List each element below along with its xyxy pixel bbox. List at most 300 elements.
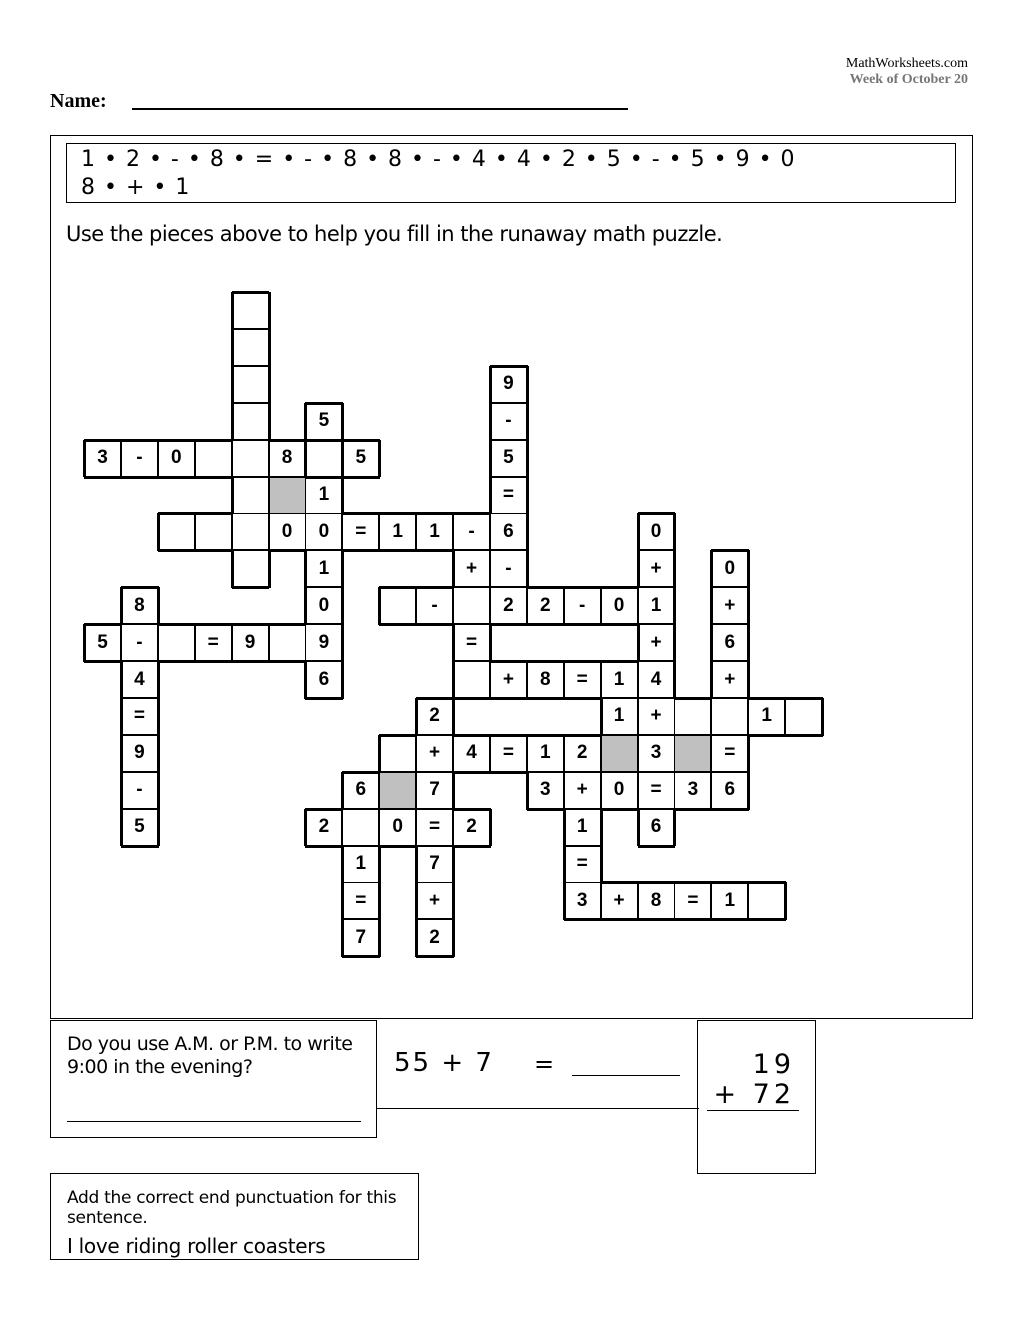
puzzle-cell-edge <box>453 734 491 737</box>
puzzle-cell-edge <box>489 403 492 441</box>
puzzle-cell-edge <box>711 808 749 811</box>
puzzle-cell-edge <box>231 366 234 404</box>
vertical-addend-top: 19 <box>752 1049 795 1080</box>
puzzle-cell: 1 <box>601 698 638 735</box>
puzzle-cell: + <box>601 882 638 919</box>
puzzle-cell: 1 <box>527 735 564 772</box>
puzzle-cell-edge <box>83 624 86 662</box>
puzzle-cell-edge <box>564 623 602 626</box>
puzzle-cell[interactable] <box>232 477 269 514</box>
instructions: Use the pieces above to help you fill in the runaway math puzzle. <box>66 222 723 246</box>
puzzle-cell-edge <box>748 881 786 884</box>
puzzle-cell-edge <box>527 623 565 626</box>
vertical-addition <box>697 1020 816 1174</box>
puzzle-cell: 5 <box>84 624 121 661</box>
puzzle-cell-edge <box>121 586 159 589</box>
puzzle-cell-edge <box>231 292 234 330</box>
puzzle-cell-edge <box>673 513 676 551</box>
puzzle-cell-edge <box>195 623 233 626</box>
puzzle-cell-edge <box>378 735 381 773</box>
puzzle-cell: 1 <box>379 513 416 550</box>
puzzle-cell: = <box>342 882 379 919</box>
puzzle-cell-edge <box>453 808 491 811</box>
puzzle-cell-edge <box>490 734 528 737</box>
puzzle-cell[interactable] <box>453 661 490 698</box>
puzzle-cell: = <box>564 846 601 883</box>
pieces-line-2: 8 • + • 1 <box>81 175 191 200</box>
punctuation-question-text: Add the correct end punctuation for this sentence. <box>67 1188 397 1228</box>
puzzle-cell-edge <box>747 735 750 773</box>
puzzle-cell-edge <box>84 623 122 626</box>
puzzle-cell-edge <box>341 846 344 884</box>
puzzle-cell-edge <box>710 587 713 625</box>
puzzle-cell: + <box>711 661 748 698</box>
puzzle-cell[interactable] <box>711 698 748 735</box>
puzzle-cell-edge <box>747 624 750 662</box>
puzzle-cell-edge <box>452 698 455 736</box>
puzzle-cell-edge <box>637 550 640 588</box>
puzzle-cell-edge <box>747 661 750 699</box>
addition-question <box>376 1020 699 1109</box>
puzzle-cell: 5 <box>490 440 527 477</box>
punctuation-question <box>50 1173 419 1260</box>
addition-answer-line[interactable] <box>572 1075 680 1076</box>
puzzle-cell: 0 <box>601 587 638 624</box>
puzzle-cell-edge <box>638 918 676 921</box>
puzzle-cell[interactable] <box>232 403 269 440</box>
puzzle-cell-edge <box>416 623 454 626</box>
puzzle-cell-edge <box>601 660 639 663</box>
puzzle-cell-edge <box>527 734 565 737</box>
puzzle-cell: 0 <box>711 550 748 587</box>
puzzle-cell: 2 <box>305 809 342 846</box>
puzzle-cell-edge <box>231 550 234 588</box>
puzzle-cell-edge <box>489 624 492 662</box>
puzzle-cell: + <box>416 735 453 772</box>
puzzle-cell-edge <box>821 698 824 736</box>
puzzle-cell-shaded <box>269 477 306 514</box>
puzzle-cell: 7 <box>342 919 379 956</box>
puzzle-cell-edge <box>232 623 270 626</box>
puzzle-cell: = <box>711 735 748 772</box>
puzzle-cell-edge <box>305 402 343 405</box>
puzzle-cell: = <box>674 882 711 919</box>
puzzle-cell-edge <box>83 440 86 478</box>
puzzle-cell: 1 <box>711 882 748 919</box>
equals-sign: = <box>534 1050 555 1078</box>
puzzle-cell: 0 <box>379 809 416 846</box>
ampm-answer-line[interactable] <box>67 1121 361 1122</box>
puzzle-cell: 7 <box>416 846 453 883</box>
puzzle-cell: 6 <box>711 772 748 809</box>
puzzle-cell: 0 <box>305 587 342 624</box>
puzzle-cell-edge <box>747 772 750 810</box>
puzzle-cell-edge <box>342 439 380 442</box>
puzzle-cell-edge <box>379 623 417 626</box>
puzzle-cell-edge <box>157 513 160 551</box>
puzzle-cell-edge <box>341 587 344 625</box>
puzzle-cell: 1 <box>601 661 638 698</box>
puzzle-cell[interactable] <box>785 698 822 735</box>
puzzle-cell: 2 <box>416 919 453 956</box>
puzzle-cell-edge <box>231 477 234 515</box>
puzzle-cell-edge <box>748 734 786 737</box>
puzzle-cell-edge <box>747 550 750 588</box>
puzzle-cell: 3 <box>84 440 121 477</box>
puzzle-cell-edge <box>269 660 307 663</box>
puzzle-cell: = <box>490 735 527 772</box>
puzzle-cell-edge <box>673 661 676 699</box>
puzzle-cell-edge <box>490 623 528 626</box>
puzzle-cell-edge <box>195 549 233 552</box>
puzzle-cell: + <box>638 698 675 735</box>
puzzle-cell-edge <box>600 846 603 884</box>
puzzle-cell: - <box>121 440 158 477</box>
week-label: Week of October 20 <box>849 72 968 87</box>
puzzle-cell-edge <box>673 624 676 662</box>
puzzle-cell-edge <box>158 439 196 442</box>
puzzle-cell-edge <box>527 697 565 700</box>
puzzle-cell-edge <box>120 772 123 810</box>
puzzle-cell-edge <box>120 735 123 773</box>
puzzle-cell[interactable] <box>674 698 711 735</box>
puzzle-cell-edge <box>490 697 528 700</box>
puzzle-cell: - <box>416 587 453 624</box>
puzzle-cell-edge <box>84 476 122 479</box>
puzzle-cell: - <box>121 772 158 809</box>
puzzle-cell-edge <box>158 476 196 479</box>
puzzle-cell-edge <box>748 918 786 921</box>
puzzle-cell: 6 <box>342 772 379 809</box>
puzzle-cell[interactable] <box>342 809 379 846</box>
puzzle-cell-edge <box>452 624 455 662</box>
puzzle-cell-edge <box>601 808 639 811</box>
puzzle-cell[interactable] <box>748 882 785 919</box>
vertical-addend-bottom: + 72 <box>707 1079 799 1111</box>
puzzle-cell-edge <box>415 698 418 736</box>
puzzle-cell-edge <box>121 845 159 848</box>
puzzle-cell-edge <box>747 587 750 625</box>
puzzle-cell-edge <box>342 512 380 515</box>
puzzle-cell: 7 <box>416 772 453 809</box>
puzzle-cell-edge <box>305 476 343 479</box>
puzzle-cell: 0 <box>269 513 306 550</box>
puzzle-cell-edge <box>526 440 529 478</box>
puzzle-cell-edge <box>379 586 417 589</box>
puzzle-cell-edge <box>415 919 418 957</box>
puzzle-cell-edge <box>268 550 271 588</box>
puzzle-cell-edge <box>710 550 713 588</box>
puzzle-cell-edge <box>564 918 602 921</box>
puzzle-cell: - <box>490 403 527 440</box>
puzzle-cell-edge <box>638 881 676 884</box>
puzzle-cell-edge <box>269 549 307 552</box>
puzzle-cell-edge <box>378 587 381 625</box>
puzzle-cell: 1 <box>564 809 601 846</box>
puzzle-cell-edge <box>157 661 160 699</box>
puzzle-cell: + <box>453 550 490 587</box>
puzzle-cell: 1 <box>748 698 785 735</box>
puzzle-cell: 0 <box>601 772 638 809</box>
puzzle-cell: 3 <box>674 772 711 809</box>
puzzle-cell: 9 <box>232 624 269 661</box>
puzzle-cell-edge <box>416 549 454 552</box>
puzzle-cell: + <box>638 550 675 587</box>
puzzle-cell[interactable] <box>158 624 195 661</box>
puzzle-cell-edge <box>341 624 344 662</box>
puzzle-cell-edge <box>341 882 344 920</box>
puzzle-cell-edge <box>379 512 417 515</box>
puzzle-cell: 3 <box>527 772 564 809</box>
puzzle-cell: 4 <box>121 661 158 698</box>
puzzle-cell-edge <box>342 955 380 958</box>
puzzle-cell[interactable] <box>232 550 269 587</box>
puzzle-cell-edge <box>84 660 122 663</box>
name-label: Name: <box>50 90 107 112</box>
puzzle-cell-edge <box>601 881 639 884</box>
puzzle-cell-edge <box>120 809 123 847</box>
puzzle-cell: - <box>564 587 601 624</box>
puzzle-cell: = <box>416 809 453 846</box>
puzzle-cell-edge <box>489 809 492 847</box>
puzzle-cell: 4 <box>638 661 675 698</box>
puzzle-cell-edge <box>158 549 196 552</box>
puzzle-cell-edge <box>158 623 196 626</box>
puzzle-cell-edge <box>342 476 380 479</box>
puzzle-cell-edge <box>232 291 270 294</box>
puzzle-cell-edge <box>785 734 823 737</box>
puzzle-cell: 8 <box>121 587 158 624</box>
puzzle-cell: 9 <box>305 624 342 661</box>
puzzle-cell: = <box>564 661 601 698</box>
puzzle-cell: 2 <box>490 587 527 624</box>
puzzle-cell-edge <box>711 881 749 884</box>
puzzle-cell-edge <box>527 660 565 663</box>
puzzle-cell-edge <box>452 882 455 920</box>
puzzle-cell: 1 <box>305 550 342 587</box>
puzzle-cell: 5 <box>305 403 342 440</box>
puzzle-cell-edge <box>342 549 380 552</box>
puzzle-cell: 2 <box>453 809 490 846</box>
puzzle-cell: 8 <box>527 661 564 698</box>
puzzle-cell-edge <box>195 660 233 663</box>
puzzle-cell: 8 <box>638 882 675 919</box>
puzzle-cell-edge <box>341 477 344 515</box>
puzzle-cell-edge <box>304 440 307 478</box>
puzzle-cell-edge <box>526 772 529 810</box>
puzzle-cell-edge <box>489 477 492 515</box>
puzzle-cell-edge <box>564 586 602 589</box>
puzzle-cell-edge <box>341 661 344 699</box>
ampm-question-text: Do you use A.M. or P.M. to write 9:00 in the evening? <box>67 1033 353 1078</box>
puzzle-cell-edge <box>452 846 455 884</box>
puzzle-cell-edge <box>304 403 307 441</box>
puzzle-cell-edge <box>158 660 196 663</box>
puzzle-cell: 2 <box>564 735 601 772</box>
puzzle-cell[interactable] <box>158 513 195 550</box>
puzzle-cell: 8 <box>269 440 306 477</box>
puzzle-cell: 6 <box>711 624 748 661</box>
puzzle-cell: + <box>490 661 527 698</box>
puzzle-cell: + <box>711 587 748 624</box>
puzzle-cell-edge <box>564 734 602 737</box>
puzzle-cell: 5 <box>121 809 158 846</box>
puzzle-cell-edge <box>268 366 271 404</box>
punctuation-sentence[interactable]: I love riding roller coasters <box>67 1234 326 1258</box>
puzzle-cell[interactable] <box>453 587 490 624</box>
puzzle-cell-edge <box>710 624 713 662</box>
puzzle-cell[interactable] <box>379 587 416 624</box>
puzzle-cell: 6 <box>305 661 342 698</box>
puzzle-cell-edge <box>490 660 528 663</box>
puzzle-cell-edge <box>637 809 640 847</box>
puzzle-cell-edge <box>268 329 271 367</box>
puzzle-cell-edge <box>710 661 713 699</box>
puzzle-cell-edge <box>674 918 712 921</box>
ampm-question <box>50 1020 377 1138</box>
puzzle-cell: - <box>490 550 527 587</box>
puzzle-cell-edge <box>637 513 640 551</box>
puzzle-cell-edge <box>452 772 455 810</box>
puzzle-cell: = <box>490 477 527 514</box>
puzzle-cell-edge <box>526 403 529 441</box>
puzzle-cell: 1 <box>342 846 379 883</box>
puzzle-cell-edge <box>304 587 307 625</box>
puzzle-cell-edge <box>563 846 566 884</box>
puzzle-cell[interactable] <box>232 329 269 366</box>
puzzle-cell: 2 <box>416 698 453 735</box>
puzzle-cell-edge <box>453 771 491 774</box>
puzzle-cell-edge <box>232 660 270 663</box>
puzzle-cell: - <box>121 624 158 661</box>
puzzle-cell: - <box>453 513 490 550</box>
puzzle-cell-edge <box>341 440 344 478</box>
puzzle-cell[interactable] <box>379 735 416 772</box>
puzzle-cell-edge <box>378 846 381 884</box>
puzzle-cell-edge <box>379 549 417 552</box>
puzzle-cell: + <box>416 882 453 919</box>
puzzle-cell: 5 <box>342 440 379 477</box>
puzzle-cell-edge <box>600 698 603 736</box>
puzzle-cell: 0 <box>158 440 195 477</box>
puzzle-cell-edge <box>304 661 307 699</box>
puzzle-cell-edge <box>638 845 676 848</box>
puzzle-cell-edge <box>526 477 529 515</box>
puzzle-cell-edge <box>232 586 270 589</box>
puzzle-cell-edge <box>341 772 344 810</box>
puzzle-cell-edge <box>195 439 233 442</box>
puzzle-cell-edge <box>489 366 492 404</box>
puzzle-cell[interactable] <box>195 513 232 550</box>
puzzle-cell-edge <box>158 512 196 515</box>
puzzle-cell-edge <box>416 697 454 700</box>
puzzle-cell-edge <box>452 550 455 588</box>
puzzle-cell-edge <box>784 882 787 920</box>
puzzle-cell-edge <box>157 587 160 625</box>
puzzle-cell-edge <box>341 403 344 441</box>
puzzle-cell-edge <box>305 808 343 811</box>
puzzle-cell-edge <box>341 550 344 588</box>
puzzle-cell-edge <box>378 440 381 478</box>
puzzle-cell-edge <box>121 476 159 479</box>
puzzle-cell[interactable] <box>269 624 306 661</box>
puzzle-cell-edge <box>304 550 307 588</box>
puzzle-cell[interactable] <box>195 440 232 477</box>
puzzle-cell-edge <box>268 403 271 441</box>
puzzle-cell-edge <box>157 698 160 736</box>
puzzle-cell-edge <box>527 586 565 589</box>
puzzle-cell: = <box>638 772 675 809</box>
puzzle-cell-edge <box>378 882 381 920</box>
puzzle-cell[interactable] <box>232 440 269 477</box>
puzzle-cell-edge <box>601 623 639 626</box>
pieces-line-1: 1 • 2 • - • 8 • = • - • 8 • 8 • - • 4 • 4 • 2 • 5 • - • 5 • 9 • 0 <box>81 147 796 172</box>
puzzle-cell-edge <box>415 882 418 920</box>
puzzle-cell: 1 <box>305 477 342 514</box>
puzzle-cell-edge <box>305 845 343 848</box>
puzzle-cell-edge <box>563 882 566 920</box>
puzzle-cell: 0 <box>638 513 675 550</box>
puzzle-cell: 6 <box>490 513 527 550</box>
puzzle-cell-edge <box>157 809 160 847</box>
puzzle-cell: 1 <box>638 587 675 624</box>
puzzle-cell-edge <box>379 734 417 737</box>
puzzle-cell-edge <box>748 697 786 700</box>
puzzle-cell: = <box>121 698 158 735</box>
puzzle-cell: = <box>195 624 232 661</box>
puzzle-cell-edge <box>415 846 418 884</box>
puzzle-cell-edge <box>637 624 640 662</box>
puzzle-cell-edge <box>269 439 307 442</box>
puzzle-cell-edge <box>304 809 307 847</box>
puzzle-cell-edge <box>674 881 712 884</box>
puzzle-cell-edge <box>564 660 602 663</box>
puzzle-cell-edge <box>416 955 454 958</box>
puzzle-cell-edge <box>526 513 529 551</box>
puzzle-cell-edge <box>305 439 343 442</box>
puzzle-cell-edge <box>195 512 233 515</box>
puzzle-cell: = <box>453 624 490 661</box>
puzzle-cell-shaded <box>674 735 711 772</box>
puzzle-cell-edge <box>452 919 455 957</box>
puzzle-cell-edge <box>342 771 380 774</box>
puzzle-cell: 1 <box>416 513 453 550</box>
puzzle-cell-edge <box>121 439 159 442</box>
puzzle-cell[interactable] <box>232 366 269 403</box>
puzzle-cell-edge <box>416 512 454 515</box>
puzzle-cell: 4 <box>453 735 490 772</box>
puzzle-cell: 9 <box>121 735 158 772</box>
puzzle-cell-edge <box>452 661 455 699</box>
puzzle-cell[interactable] <box>232 292 269 329</box>
puzzle-cell[interactable] <box>232 513 269 550</box>
puzzle-cell-edge <box>416 586 454 589</box>
puzzle-cell-edge <box>601 918 639 921</box>
site-name: MathWorksheets.com <box>845 56 968 71</box>
puzzle-cell-edge <box>563 809 566 847</box>
puzzle-cell-edge <box>378 919 381 957</box>
puzzle-cell-edge <box>157 735 160 773</box>
puzzle-cell-edge <box>673 809 676 847</box>
puzzle-cell-edge <box>526 366 529 404</box>
puzzle-cell: + <box>638 624 675 661</box>
puzzle-cell-edge <box>674 697 712 700</box>
puzzle-cell-edge <box>341 919 344 957</box>
puzzle-cell-edge <box>120 587 123 625</box>
puzzle-cell-edge <box>269 623 307 626</box>
puzzle-cell: 9 <box>490 366 527 403</box>
puzzle-cell-edge <box>268 292 271 330</box>
